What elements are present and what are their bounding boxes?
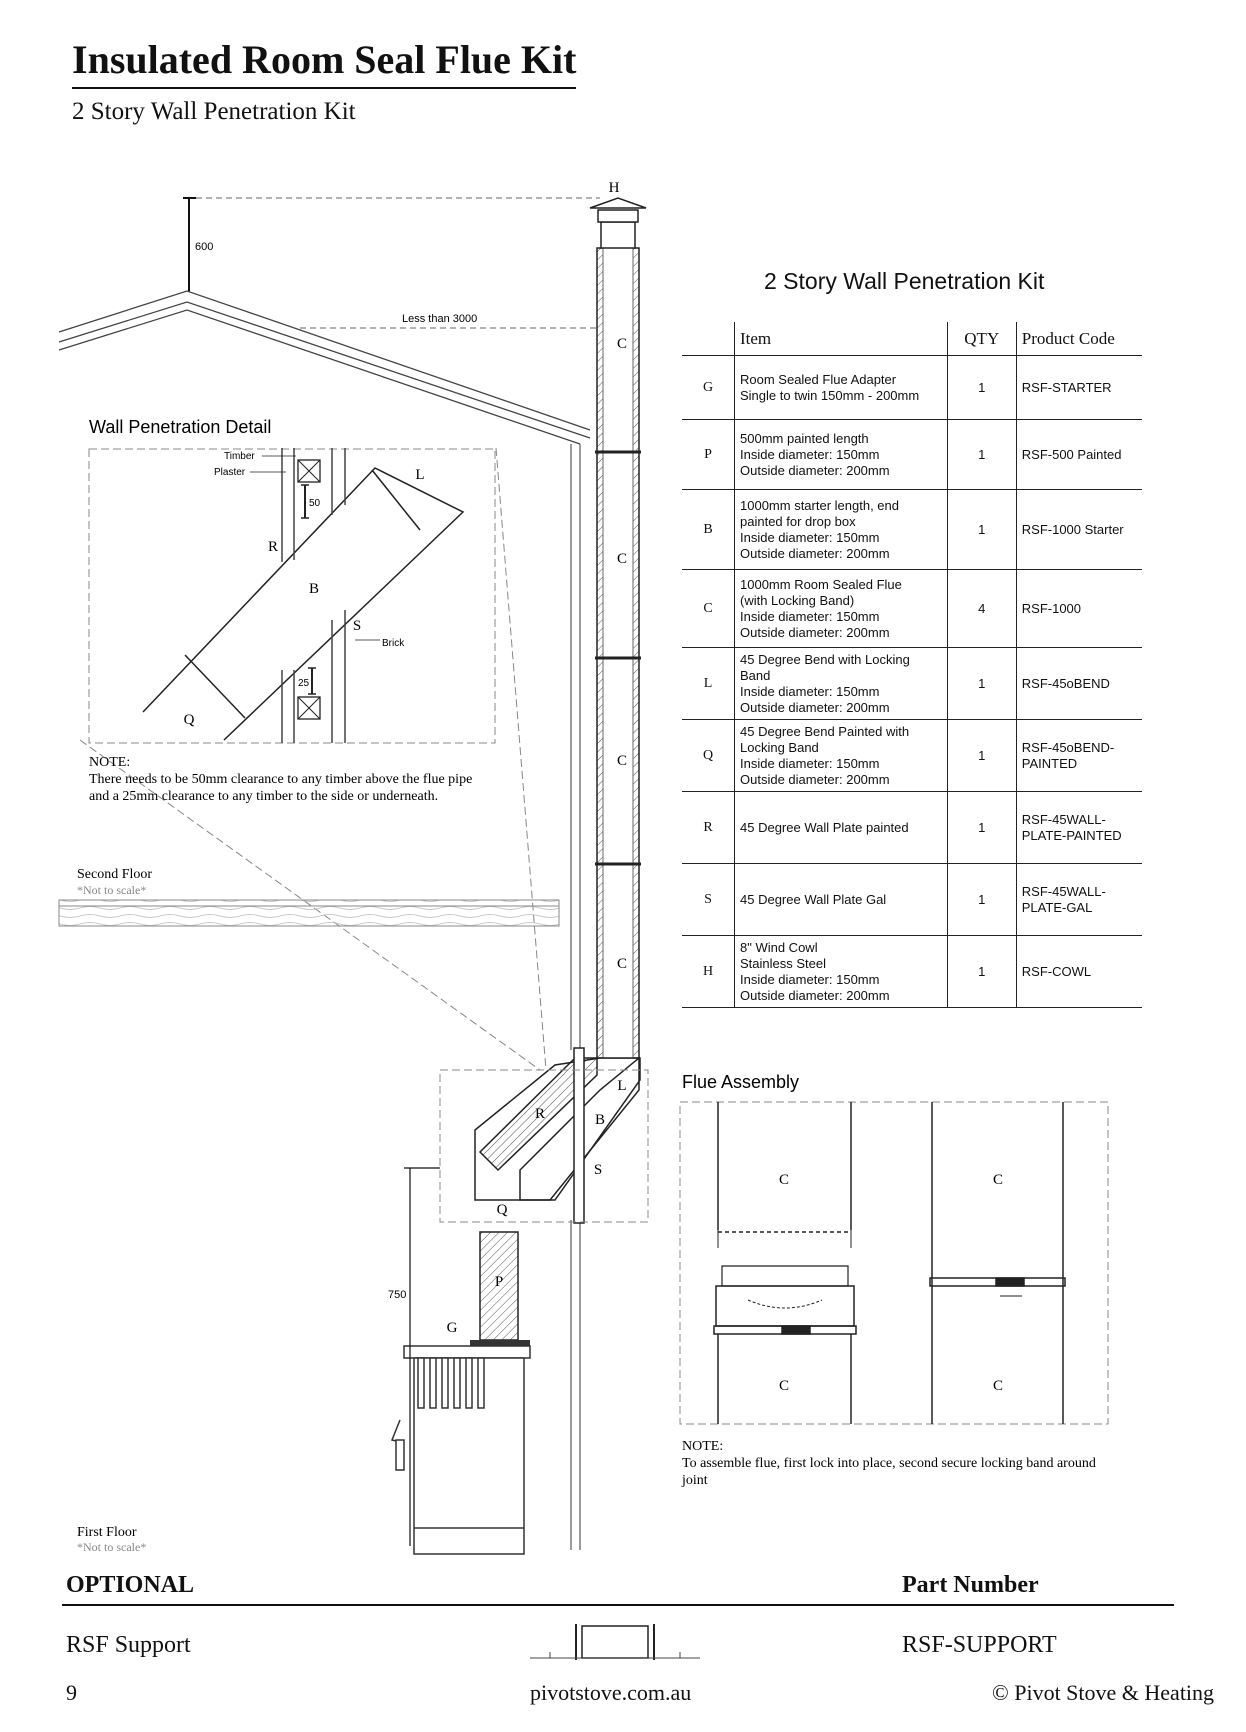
row-product-line: RSF-1000 Starter xyxy=(1021,521,1124,537)
row-item-line: 8" Wind Cowl xyxy=(740,939,818,955)
row-code: L xyxy=(682,648,735,720)
row-item-line: Inside diameter: 150mm xyxy=(740,755,880,771)
row-item xyxy=(735,420,948,490)
row-item-line: Inside diameter: 150mm xyxy=(740,683,880,699)
row-qty: 1 xyxy=(947,936,1016,1008)
assembly-title: Flue Assembly xyxy=(682,1072,800,1092)
row-product-line: RSF-45WALL- xyxy=(1021,811,1106,827)
brick-label: Brick xyxy=(382,638,405,649)
row-item-line: Outside diameter: 200mm xyxy=(740,545,890,561)
row-item-line: Band xyxy=(740,667,771,683)
row-item-line: Outside diameter: 200mm xyxy=(740,699,890,715)
row-qty: 1 xyxy=(947,648,1016,720)
label-c-1: C xyxy=(616,336,628,352)
detail-note-line2: and a 25mm clearance to any timber to the side or underneath. xyxy=(89,789,439,804)
label-h: H xyxy=(608,180,620,196)
dim-25-label: 25 xyxy=(298,678,310,689)
row-item-line: 1000mm Room Sealed Flue xyxy=(740,576,902,592)
table-row xyxy=(682,936,1142,1008)
assembly-note-line2: joint xyxy=(682,1473,708,1488)
row-item xyxy=(735,490,948,570)
row-code: S xyxy=(682,864,735,936)
row-item-line: (with Locking Band) xyxy=(740,592,855,608)
detail-label-s: S xyxy=(352,618,362,634)
row-code: G xyxy=(682,356,735,420)
assembly-note-line1: To assemble flue, first lock into place, second secure locking band around xyxy=(682,1456,1096,1471)
row-item-line: Locking Band xyxy=(740,739,819,755)
label-l: L xyxy=(617,1078,627,1094)
row-product-code xyxy=(1016,570,1142,648)
copyright: © Pivot Stove & Heating xyxy=(992,1680,1215,1705)
row-product-code xyxy=(1016,864,1142,936)
row-item-line: Inside diameter: 150mm xyxy=(740,971,880,987)
col-qty: QTY xyxy=(947,322,1016,356)
row-qty: 1 xyxy=(947,420,1016,490)
table-row xyxy=(682,490,1142,570)
page-subtitle: 2 Story Wall Penetration Kit xyxy=(72,98,356,125)
row-qty: 4 xyxy=(947,570,1016,648)
row-item-line: Inside diameter: 150mm xyxy=(740,446,880,462)
vertical-flue xyxy=(595,248,641,1058)
page-title: Insulated Room Seal Flue Kit xyxy=(72,36,576,89)
second-floor-label: Second Floor xyxy=(77,867,153,882)
stove xyxy=(392,1346,530,1554)
row-product-line: RSF-45WALL- xyxy=(1021,883,1106,899)
row-item-line: Room Sealed Flue Adapter xyxy=(740,371,897,387)
row-item-line: 45 Degree Bend with Locking xyxy=(740,651,910,667)
detail-label-b: B xyxy=(308,581,320,597)
row-product-line: PLATE-GAL xyxy=(1021,899,1093,915)
row-product-line: RSF-COWL xyxy=(1021,963,1092,979)
table-row xyxy=(682,356,1142,420)
label-b: B xyxy=(594,1112,606,1128)
wind-cowl xyxy=(590,198,646,248)
assembly-drawing xyxy=(714,1102,1065,1424)
row-product-line: RSF-45oBEND xyxy=(1021,675,1110,691)
detail-box xyxy=(89,449,495,743)
row-item-line: Single to twin 150mm - 200mm xyxy=(740,387,920,403)
row-product-line: RSF-500 Painted xyxy=(1021,446,1122,462)
label-c-3: C xyxy=(616,753,628,769)
row-item-line: Inside diameter: 150mm xyxy=(740,608,880,624)
page-number: 9 xyxy=(66,1680,77,1705)
row-product-line: RSF-1000 xyxy=(1021,600,1082,616)
rsf-support-icon xyxy=(530,1620,700,1664)
detail-note-line1: There needs to be 50mm clearance to any timber above the flue pipe xyxy=(89,772,473,787)
label-c-2: C xyxy=(616,551,628,567)
dim-less3000-label: Less than 3000 xyxy=(402,313,478,325)
detail-label-q: Q xyxy=(183,712,195,728)
label-q: Q xyxy=(496,1202,508,1218)
first-floor-label: First Floor xyxy=(77,1525,137,1540)
row-item-line: painted for drop box xyxy=(740,513,856,529)
timber-label: Timber xyxy=(224,451,255,462)
row-qty: 1 xyxy=(947,720,1016,792)
detail-drawing xyxy=(143,448,463,743)
row-item-line: Stainless Steel xyxy=(740,955,826,971)
parts-table xyxy=(682,322,1142,1008)
plaster-label: Plaster xyxy=(214,467,246,478)
assembly-label-c3: C xyxy=(992,1172,1004,1188)
table-row xyxy=(682,420,1142,490)
row-code: H xyxy=(682,936,735,1008)
detail-label-l: L xyxy=(415,467,425,483)
row-item xyxy=(735,720,948,792)
row-product-code xyxy=(1016,792,1142,864)
row-product-code xyxy=(1016,648,1142,720)
row-item xyxy=(735,792,948,864)
label-p: P xyxy=(494,1274,504,1290)
row-qty: 1 xyxy=(947,792,1016,864)
optional-item: RSF Support xyxy=(66,1632,191,1658)
table-row xyxy=(682,570,1142,648)
table-row xyxy=(682,864,1142,936)
row-product-line: PAINTED xyxy=(1021,755,1078,771)
assembly-box xyxy=(680,1102,1108,1424)
second-floor xyxy=(59,900,559,926)
angled-flue-section xyxy=(475,1048,640,1223)
row-code: Q xyxy=(682,720,735,792)
row-product-code xyxy=(1016,356,1142,420)
label-g: G xyxy=(446,1320,458,1336)
row-product-line: RSF-45oBEND- xyxy=(1021,739,1115,755)
label-c-4: C xyxy=(616,956,628,972)
part-number-title: Part Number xyxy=(902,1572,1039,1598)
row-product-line: PLATE-PAINTED xyxy=(1021,827,1122,843)
dim-600-label: 600 xyxy=(195,241,214,253)
row-item-line: Outside diameter: 200mm xyxy=(740,987,890,1003)
col-code xyxy=(682,322,735,356)
row-item-line: Outside diameter: 200mm xyxy=(740,462,890,478)
dim-50-label: 50 xyxy=(309,498,321,509)
row-item xyxy=(735,356,948,420)
dim-750-label: 750 xyxy=(388,1289,407,1301)
detail-title: Wall Penetration Detail xyxy=(89,417,272,437)
row-code: B xyxy=(682,490,735,570)
assembly-label-c4: C xyxy=(992,1378,1004,1394)
col-item: Item xyxy=(735,322,948,356)
row-item xyxy=(735,936,948,1008)
label-s: S xyxy=(593,1162,603,1178)
row-qty: 1 xyxy=(947,490,1016,570)
row-code: R xyxy=(682,792,735,864)
row-qty: 1 xyxy=(947,864,1016,936)
row-item-line: Outside diameter: 200mm xyxy=(740,771,890,787)
row-product-line: RSF-STARTER xyxy=(1021,379,1112,395)
row-qty: 1 xyxy=(947,356,1016,420)
table-row xyxy=(682,792,1142,864)
assembly-label-c1: C xyxy=(778,1172,790,1188)
row-product-code xyxy=(1016,720,1142,792)
first-floor-note: *Not to scale* xyxy=(77,1540,147,1554)
assembly-label-c2: C xyxy=(778,1378,790,1394)
optional-title: OPTIONAL xyxy=(66,1572,195,1598)
row-item-line: 500mm painted length xyxy=(740,430,869,446)
row-product-code xyxy=(1016,936,1142,1008)
row-item-line: Outside diameter: 200mm xyxy=(740,624,890,640)
col-product-code: Product Code xyxy=(1016,322,1142,356)
website-link[interactable]: pivotstove.com.au xyxy=(530,1680,692,1705)
optional-code: RSF-SUPPORT xyxy=(902,1632,1057,1658)
row-code: C xyxy=(682,570,735,648)
label-r: R xyxy=(534,1106,546,1122)
row-item xyxy=(735,648,948,720)
row-item-line: Inside diameter: 150mm xyxy=(740,529,880,545)
table-row xyxy=(682,720,1142,792)
row-code: P xyxy=(682,420,735,490)
table-row xyxy=(682,648,1142,720)
detail-note-heading: NOTE: xyxy=(89,755,131,770)
row-product-code xyxy=(1016,490,1142,570)
second-floor-note: *Not to scale* xyxy=(77,883,147,897)
kit-table-title: 2 Story Wall Penetration Kit xyxy=(764,268,1045,294)
row-item xyxy=(735,864,948,936)
detail-label-r: R xyxy=(267,539,279,555)
row-product-code xyxy=(1016,420,1142,490)
row-item-line: 45 Degree Wall Plate painted xyxy=(740,819,909,835)
assembly-note-heading: NOTE: xyxy=(682,1439,724,1454)
row-item-line: 1000mm starter length, end xyxy=(740,497,899,513)
row-item-line: 45 Degree Bend Painted with xyxy=(740,723,910,739)
optional-divider xyxy=(62,1604,1174,1606)
row-item xyxy=(735,570,948,648)
row-item-line: 45 Degree Wall Plate Gal xyxy=(740,891,887,907)
